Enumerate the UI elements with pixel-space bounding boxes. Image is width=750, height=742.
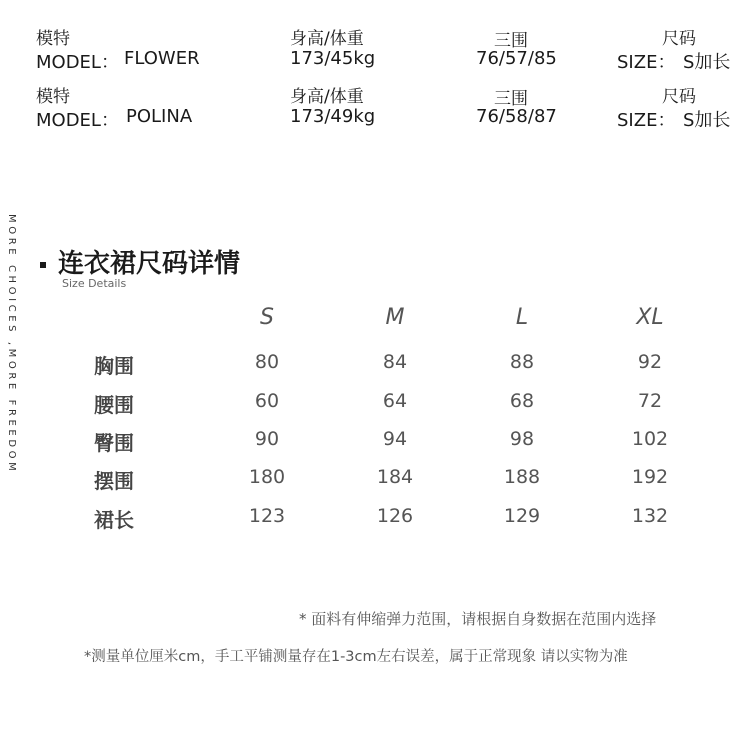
height-weight-value: 173/45kg <box>290 48 376 69</box>
title-bullet <box>40 262 46 268</box>
table-cell: 68 <box>509 390 535 412</box>
table-cell: 88 <box>509 351 535 373</box>
size-header-l: L <box>515 305 529 330</box>
height-weight-value: 173/49kg <box>290 106 376 127</box>
table-cell: 123 <box>248 505 286 527</box>
table-cell: 80 <box>254 351 280 373</box>
measurements-value: 76/58/87 <box>476 106 557 127</box>
model-info-flower <box>0 24 750 74</box>
row-label-bust: 胸围 <box>94 354 134 378</box>
table-cell: 126 <box>376 505 414 527</box>
size-header-s: S <box>260 305 274 330</box>
table-cell: 94 <box>382 428 408 450</box>
table-cell: 92 <box>637 351 663 373</box>
measurements-label: 三围 <box>494 31 528 51</box>
model-label: MODEL： <box>36 52 119 73</box>
model-label: MODEL： <box>36 110 119 131</box>
size-label: SIZE： <box>617 52 676 73</box>
table-cell: 98 <box>509 428 535 450</box>
size-header-xl: XL <box>636 305 664 330</box>
table-cell: 84 <box>382 351 408 373</box>
model-info-polina <box>0 82 750 132</box>
section-subtitle: Size Details <box>62 277 127 290</box>
table-cell: 132 <box>631 505 669 527</box>
model-cn-label: 模特 <box>36 29 70 49</box>
table-cell: 188 <box>503 466 541 488</box>
size-value: S加长 <box>683 52 731 73</box>
table-cell: 64 <box>382 390 408 412</box>
table-cell: 180 <box>248 466 286 488</box>
measurements-label: 三围 <box>494 89 528 109</box>
row-label-waist: 腰围 <box>94 393 134 417</box>
size-header-m: M <box>385 305 405 330</box>
size-cn-label: 尺码 <box>662 29 696 49</box>
size-label: SIZE： <box>617 110 676 131</box>
size-value: S加长 <box>683 110 731 131</box>
table-cell: 60 <box>254 390 280 412</box>
row-label-hem: 摆围 <box>94 469 134 493</box>
model-cn-label: 模特 <box>36 87 70 107</box>
table-cell: 102 <box>631 428 669 450</box>
table-cell: 129 <box>503 505 541 527</box>
table-cell: 184 <box>376 466 414 488</box>
height-weight-label: 身高/体重 <box>290 29 364 49</box>
row-label-length: 裙长 <box>94 508 134 532</box>
section-title: 连衣裙尺码详情 <box>58 249 241 279</box>
height-weight-label: 身高/体重 <box>290 87 364 107</box>
table-cell: 192 <box>631 466 669 488</box>
model-name: FLOWER <box>124 48 200 69</box>
note-elasticity: * 面料有伸缩弹力范围，请根据自身数据在范围内选择 <box>299 610 657 628</box>
side-slogan: MORE CHOICES ,MORE FREEDOM <box>6 214 17 475</box>
table-cell: 72 <box>637 390 663 412</box>
table-cell: 90 <box>254 428 280 450</box>
measurements-value: 76/57/85 <box>476 48 557 69</box>
note-measurement: *测量单位厘米cm，手工平铺测量存在1-3cm左右误差，属于正常现象 请以实物为准 <box>84 649 628 665</box>
model-name: POLINA <box>126 106 193 127</box>
size-cn-label: 尺码 <box>662 87 696 107</box>
row-label-hip: 臀围 <box>94 431 134 455</box>
